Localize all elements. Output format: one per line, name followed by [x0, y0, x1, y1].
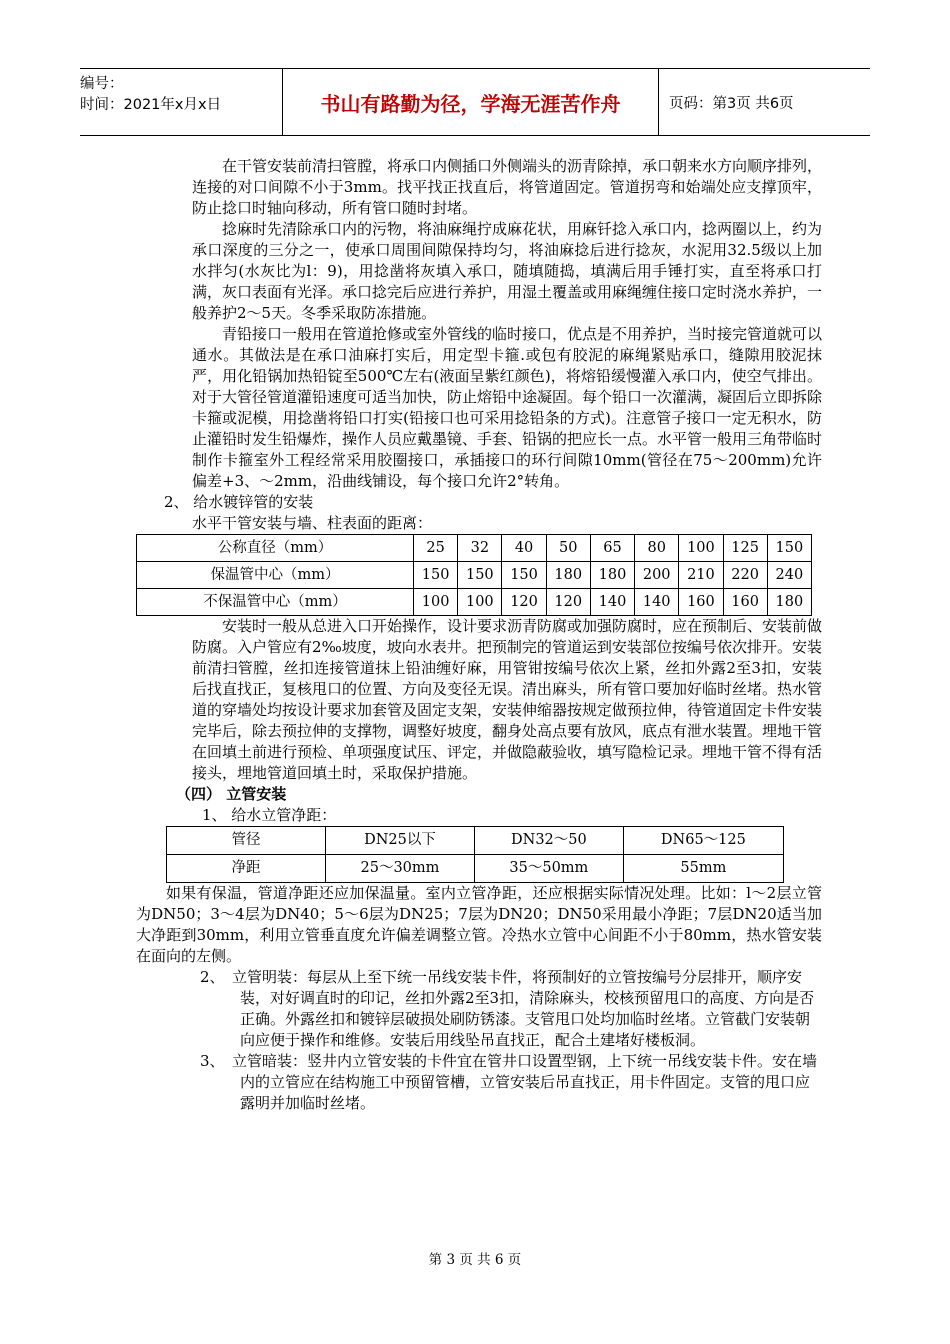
table-cell: 100: [458, 589, 502, 616]
table-row: [167, 855, 784, 883]
table-cell: 150: [414, 562, 458, 589]
paragraph-hemp-caulking: 捻麻时先清除承口内的污物，将油麻绳拧成麻花状，用麻钎捻入承口内，捻两圈以上，约为承口深度的三分之一，使承口周围间隙保持均匀，将油麻捻后进行捻灰，水泥用32.5级以上加水拌匀(水灰比为l：9)，用捻凿将灰填入承口，随填随捣，填满后用手锤打实，直至将承口打满，灰口表面有光泽。承口捻完后应进行养护，用湿土覆盖或用麻绳缠住接口定时浇水养护，一般养护2～5天。冬季采取防冻措施。: [192, 220, 823, 322]
paragraph-exposed-riser: 2、 立管明装：每层从上至下统一吊线安装卡件，将预制好的立管按编号分层排开，顺序安装，对好调直时的印记，丝扣外露2至3扣，清除麻头，校核预留甩口的高度、方向是否正确。外露丝扣和镀锌层破损处刷防锈漆。支管甩口处均加临时丝堵。立管截门安装朝向应便于操作和维修。安装后用线坠吊直找正，配合土建堵好楼板洞。: [200, 968, 815, 1049]
table-cell: 净距: [167, 855, 326, 883]
row-label: 不保温管中心（mm）: [137, 589, 414, 616]
table-cell: 180: [546, 562, 590, 589]
paragraph-installation: 安装时一般从总进入口开始操作，设计要求沥青防腐或加强防腐时，应在预制后、安装前做防腐。入户管应有2‰坡度，坡向水表井。把预制完的管道运到安装部位按编号依次排开。安装前清扫管膛，丝扣连接管道抹上铅油缠好麻，用管钳按编号依次上紧，丝扣外露2至3扣，安装后找直找正，复核甩口的位置、方向及变径无误。清出麻头，所有管口要加好临时丝堵。热水管道的穿墙处均按设计要求加套管及固定支架，安装伸缩器按规定做预拉伸，待管道固定卡件安装完毕后，除去预拉伸的支撑物，调整好坡度，翻身处高点要有放风，底点有泄水装置。埋地干管在回填土前进行预检、单项强度试压、评定，并做隐蔽验收，填写隐检记录。埋地干管不得有活接头，埋地管道回填土时，采取保护措施。: [192, 617, 823, 782]
table-cell: 55mm: [623, 855, 783, 883]
row-label: 保温管中心（mm）: [137, 562, 414, 589]
header-meta: [80, 69, 282, 135]
table-cell: DN32～50: [474, 827, 623, 855]
page-header: [80, 68, 870, 136]
table-cell: 120: [502, 589, 546, 616]
paragraph-insulation: 如果有保温，管道净距还应加保温量。室内立管净距，还应根据实际情况处理。比如：l～2层立管为DN50；3～4层为DN40；5～6层为DN25；7层为DN20；DN50采用最小净距；7层DN20适当加大净距到30mm，利用立管垂直度允许偏差调整立管。冷热水立管中心间距不小于80mm，热水管安装在面向的左侧。: [136, 884, 822, 965]
table-cell: 40: [502, 535, 546, 562]
table-cell: 80: [635, 535, 679, 562]
document-body: [136, 156, 823, 1114]
table-row: [137, 589, 812, 616]
table-cell: 120: [546, 589, 590, 616]
table-cell: DN25以下: [326, 827, 475, 855]
table-cell: DN65～125: [623, 827, 783, 855]
table-cell: 140: [635, 589, 679, 616]
distance-table: [136, 534, 812, 616]
table-cell: 管径: [167, 827, 326, 855]
table-cell: 65: [590, 535, 634, 562]
clearance-table: [166, 826, 784, 883]
table-cell: 150: [767, 535, 811, 562]
table-row: [167, 827, 784, 855]
section-heading-riser: （四） 立管安装: [176, 785, 287, 803]
paragraph-pipe-cleaning: 在干管安装前清扫管膛，将承口内侧插口外侧端头的沥青除掉，承口朝来水方向顺序排列，连接的对口间隙不小于3mm。找平找正找直后，将管道固定。管道拐弯和始端处应支撑顶牢，防止捻口时轴向移动，所有管口随时封堵。: [192, 157, 823, 217]
table-caption-distance: 水平干管安装与墙、柱表面的距离：: [192, 514, 433, 532]
table-cell: 150: [458, 562, 502, 589]
table-cell: 25～30mm: [326, 855, 475, 883]
table-cell: 140: [590, 589, 634, 616]
page-footer: 第 3 页 共 6 页: [428, 1252, 522, 1268]
table-cell: 180: [590, 562, 634, 589]
header-motto: 书山有路勤为径，学海无涯苦作舟: [282, 69, 659, 135]
table-cell: 160: [679, 589, 723, 616]
table-row: [137, 535, 812, 562]
table-cell: 125: [723, 535, 767, 562]
table-cell: 25: [414, 535, 458, 562]
riser-clearance-heading: 1、 给水立管净距：: [202, 806, 337, 824]
table-cell: 240: [767, 562, 811, 589]
section-heading-galvanized: 2、 给水镀锌管的安装: [164, 493, 314, 511]
table-row: [137, 562, 812, 589]
paragraph-concealed-riser: 3、 立管暗装：竖井内立管安装的卡件宜在管井口设置型钢，上下统一吊线安装卡件。安在墙内的立管应在结构施工中预留管槽，立管安装后吊直找正，用卡件固定。支管的甩口应露明并加临时丝堵。: [200, 1052, 818, 1112]
table-cell: 160: [723, 589, 767, 616]
table-cell: 150: [502, 562, 546, 589]
time-label: 时间：2021年x月x日: [80, 97, 222, 113]
table-cell: 35～50mm: [474, 855, 623, 883]
header-page-info: 页码：第3页 共6页: [669, 95, 794, 112]
row-label: 公称直径（mm）: [137, 535, 414, 562]
table-cell: 210: [679, 562, 723, 589]
table-cell: 100: [679, 535, 723, 562]
table-cell: 220: [723, 562, 767, 589]
table-cell: 180: [767, 589, 811, 616]
table-cell: 50: [546, 535, 590, 562]
paragraph-lead-joint: 青铅接口一般用在管道抢修或室外管线的临时接口，优点是不用养护，当时接完管道就可以通水。其做法是在承口油麻打实后，用定型卡箍.或包有胶泥的麻绳紧贴承口，缝隙用胶泥抹严，用化铅锅加热铅锭至500℃左右(液面呈紫红颜色)，将熔铅缓慢灌入承口内，使空气排出。对于大管径管道灌铅速度可适当加快，防止熔铅中途凝固。每个铅口一次灌满，凝固后立即拆除卡箍或泥模，用捻凿将铅口打实(铅接口也可采用捻铅条的方式)。注意管子接口一定无积水，防止灌铅时发生铅爆炸，操作人员应戴墨镜、手套、铅锅的把应长一点。水平管一般用三角带临时制作卡箍室外工程经常采用胶圈接口，承插接口的环行间隙10mm(管径在75～200mm)允许偏差+3、～2mm，沿曲线铺设，每个接口允许2°转角。: [192, 325, 823, 490]
table-cell: 100: [414, 589, 458, 616]
table-cell: 200: [635, 562, 679, 589]
number-label: 编号：: [80, 76, 124, 92]
table-cell: 32: [458, 535, 502, 562]
